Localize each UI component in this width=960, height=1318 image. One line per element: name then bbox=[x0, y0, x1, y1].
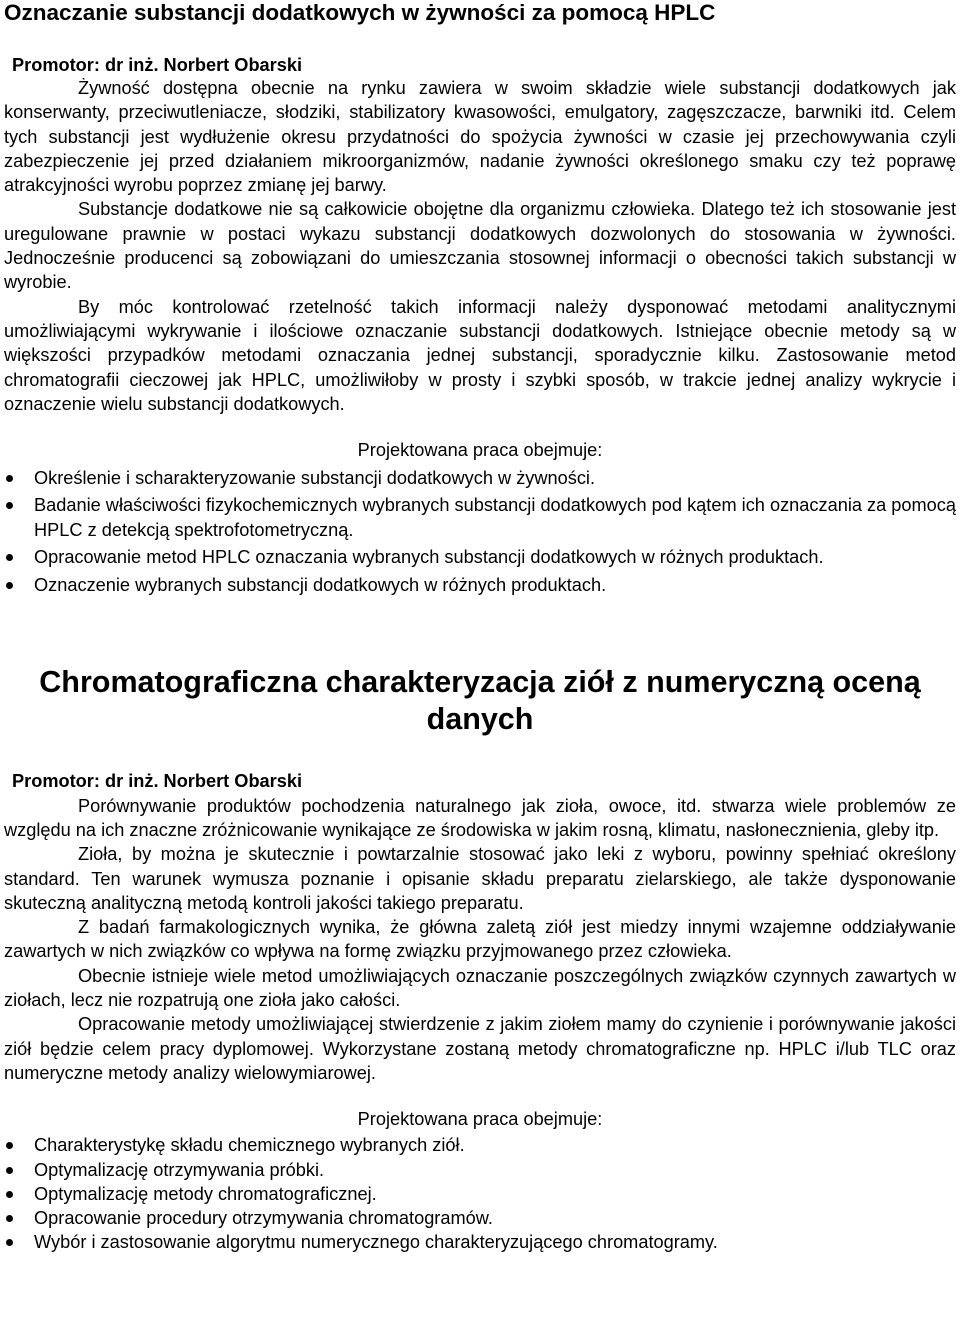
list-item-text: Wybór i zastosowanie algorytmu numerycznego charakteryzującego chromatogramy. bbox=[34, 1232, 718, 1253]
list-item-text: Optymalizację metody chromatograficznej. bbox=[34, 1183, 377, 1204]
bullet-icon bbox=[6, 1215, 13, 1222]
bullet-icon bbox=[6, 554, 13, 561]
section2-bullet-list bbox=[4, 1133, 956, 1254]
list-item-text: Określenie i scharakteryzowanie substancji dodatkowych w żywności. bbox=[34, 468, 596, 489]
section2-paragraph: Z badań farmakologicznych wynika, że główna zaletą ziół jest miedzy innymi wzajemne oddziaływanie zawartych w nich związków co wpływa na formę związku przyjmowanego przez człowieka. bbox=[4, 917, 956, 962]
list-item bbox=[4, 573, 956, 597]
list-item bbox=[4, 1206, 956, 1230]
section1-title: Oznaczanie substancji dodatkowych w żywności za pomocą HPLC bbox=[4, 0, 716, 25]
list-item-text: Opracowanie procedury otrzymywania chromatogramów. bbox=[34, 1208, 493, 1229]
list-item-text: Badanie właściwości fizykochemicznych wybranych substancji dodatkowych pod kątem ich oznaczania za pomocą HPLC z detekcją spektrofotometryczną. bbox=[34, 495, 956, 540]
list-item bbox=[4, 545, 956, 569]
section2-scope-heading: Projektowana praca obejmuje: bbox=[357, 1109, 603, 1130]
section2-paragraph: Porównywanie produktów pochodzenia naturalnego jak zioła, owoce, itd. stwarza wiele problemów ze względu na ich znaczne zróżnicowanie wynikające ze środowiska w jakim rosną, klimatu, nasłonecznienia, gleby itp. bbox=[4, 795, 956, 840]
section2-paragraph: Zioła, by można je skutecznie i powtarzalnie stosować jako leki z wyboru, powinny spełniać określony standard. Ten warunek wymusza poznanie i opisanie składu preparatu zielarskiego, ale także dysponowanie skuteczną analityczną metodą kontroli jakości takiego preparatu. bbox=[4, 844, 956, 913]
bullet-icon bbox=[6, 1167, 13, 1174]
list-item-text: Opracowanie metod HPLC oznaczania wybranych substancji dodatkowych w różnych produktach. bbox=[34, 547, 824, 568]
bullet-icon bbox=[6, 1142, 13, 1149]
list-item bbox=[4, 1182, 956, 1206]
section2-promotor: Promotor: dr inż. Norbert Obarski bbox=[12, 770, 303, 791]
section1-paragraph: Substancje dodatkowe nie są całkowicie obojętne dla organizmu człowieka. Dlatego też ich stosowanie jest uregulowane prawnie w postaci wykazu substancji dodatkowych dozwolonych do stosowania w żywności. Jednocześnie producenci są zobowiązani do umieszczania stosownej informacji o obecności takich substancji w wyrobie. bbox=[4, 199, 956, 293]
list-item-text: Oznaczenie wybranych substancji dodatkowych w różnych produktach. bbox=[34, 575, 607, 596]
section2-paragraph: Opracowanie metody umożliwiającej stwierdzenie z jakim ziołem mamy do czynienie i porównywanie jakości ziół będzie celem pracy dyplomowej. Wykorzystane zostaną metody chromatograficzne np. HPLC i/lub TLC oraz numeryczne metody analizy wielowymiarowej. bbox=[4, 1014, 956, 1083]
section1-paragraph: Żywność dostępna obecnie na rynku zawiera w swoim składzie wiele substancji dodatkowych jak konserwanty, przeciwutleniacze, słodziki, stabilizatory kwasowości, emulgatory, zagęszczacze, barwniki itd. Celem tych substancji jest wydłużenie okresu przydatności do spożycia żywności w czasie jej przechowywania czyli zabezpieczenie jej przed działaniem mikroorganizmów, nadanie żywności określonego smaku czy też poprawę atrakcyjności wyrobu poprzez zmianę jej barwy. bbox=[4, 78, 956, 196]
section1-paragraph: By móc kontrolować rzetelność takich informacji należy dysponować metodami analitycznymi umożliwiającymi wykrywanie i ilościowe oznaczanie substancji dodatkowych. Istniejące obecnie metody są w większości przypadków metodami oznaczania jednej substancji, sporadycznie kilku. Zastosowanie metod chromatografii cieczowej jak HPLC, umożliwiłoby w prosty i szybki sposób, w trakcie jednej analizy wykrycie i oznaczenie wielu substancji dodatkowych. bbox=[4, 296, 956, 414]
list-item-text: Charakterystykę składu chemicznego wybranych ziół. bbox=[34, 1135, 465, 1156]
section1-promotor: Promotor: dr inż. Norbert Obarski bbox=[12, 55, 303, 75]
list-item bbox=[4, 493, 956, 542]
section2-title-line: Chromatograficzna charakteryzacja ziół z numeryczną oceną bbox=[39, 664, 921, 699]
bullet-icon bbox=[6, 1239, 13, 1246]
section2-paragraph: Obecnie istnieje wiele metod umożliwiających oznaczanie poszczególnych związków czynnych zawartych w ziołach, lecz nie rozpatrują one zioła jako całości. bbox=[4, 965, 956, 1011]
bullet-icon bbox=[6, 502, 13, 509]
section2-title-line: danych bbox=[426, 701, 534, 736]
bullet-icon bbox=[6, 475, 13, 482]
list-item bbox=[4, 1230, 956, 1254]
section2-title bbox=[4, 664, 956, 738]
list-item-text: Optymalizację otrzymywania próbki. bbox=[34, 1159, 325, 1180]
section1-bullet-list bbox=[4, 466, 956, 597]
list-item bbox=[4, 466, 956, 490]
bullet-icon bbox=[6, 582, 13, 589]
section1-scope-heading: Projektowana praca obejmuje: bbox=[357, 440, 603, 461]
bullet-icon bbox=[6, 1191, 13, 1198]
list-item bbox=[4, 1133, 956, 1157]
list-item bbox=[4, 1158, 956, 1182]
